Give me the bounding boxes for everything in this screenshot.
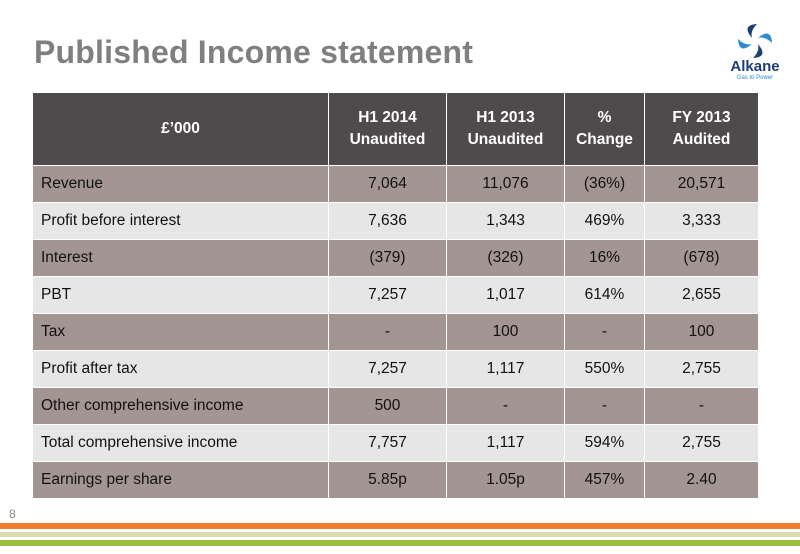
cell-fy-2013: 3,333 (645, 203, 759, 240)
cell-fy-2013: 20,571 (645, 166, 759, 203)
cell-h1-2014: - (329, 314, 447, 351)
cell-fy-2013: - (645, 388, 759, 425)
cell-h1-2013: 11,076 (447, 166, 565, 203)
alkane-logo (722, 22, 788, 84)
cell-h1-2013: 1,017 (447, 277, 565, 314)
row-label: Revenue (33, 166, 329, 203)
table-row (33, 388, 759, 425)
cell-change: 550% (565, 351, 645, 388)
footer-stripe-orange (0, 523, 800, 529)
logo-swirl-icon (722, 22, 788, 60)
cell-change: 469% (565, 203, 645, 240)
cell-h1-2013: 1,117 (447, 351, 565, 388)
cell-h1-2013: 1.05p (447, 462, 565, 499)
cell-h1-2013: 1,117 (447, 425, 565, 462)
cell-fy-2013: 2,755 (645, 425, 759, 462)
cell-h1-2014: 7,064 (329, 166, 447, 203)
cell-change: (36%) (565, 166, 645, 203)
cell-h1-2014: 7,636 (329, 203, 447, 240)
cell-change: 457% (565, 462, 645, 499)
cell-fy-2013: (678) (645, 240, 759, 277)
table-row (33, 351, 759, 388)
header-units: £’000 (33, 93, 329, 166)
footer-stripe-light (0, 532, 800, 537)
table-header-row (33, 93, 759, 166)
cell-change: 614% (565, 277, 645, 314)
cell-fy-2013: 2,755 (645, 351, 759, 388)
cell-h1-2014: 7,257 (329, 277, 447, 314)
cell-fy-2013: 100 (645, 314, 759, 351)
cell-h1-2013: 1,343 (447, 203, 565, 240)
table-row (33, 240, 759, 277)
row-label: Tax (33, 314, 329, 351)
logo-tagline: Gas to Power (736, 75, 774, 81)
header-h1-2013: H1 2013 Unaudited (447, 93, 565, 166)
cell-fy-2013: 2.40 (645, 462, 759, 499)
cell-change: - (565, 388, 645, 425)
table-row (33, 462, 759, 499)
cell-h1-2013: (326) (447, 240, 565, 277)
header-h1-2014: H1 2014 Unaudited (329, 93, 447, 166)
cell-h1-2014: 7,257 (329, 351, 447, 388)
page-number: 8 (9, 507, 16, 521)
cell-h1-2014: 7,757 (329, 425, 447, 462)
income-statement-table (32, 92, 759, 499)
header-fy-2013: FY 2013 Audited (645, 93, 759, 166)
row-label: Interest (33, 240, 329, 277)
table-row (33, 425, 759, 462)
cell-fy-2013: 2,655 (645, 277, 759, 314)
page-title: Published Income statement (34, 34, 474, 70)
cell-h1-2013: 100 (447, 314, 565, 351)
table-row (33, 166, 759, 203)
table-row (33, 203, 759, 240)
table-row (33, 314, 759, 351)
footer-stripe-green (0, 540, 800, 546)
cell-change: 594% (565, 425, 645, 462)
row-label: Profit before interest (33, 203, 329, 240)
cell-h1-2013: - (447, 388, 565, 425)
cell-change: - (565, 314, 645, 351)
cell-h1-2014: 5.85p (329, 462, 447, 499)
logo-name: Alkane (730, 58, 780, 75)
table-row (33, 277, 759, 314)
cell-change: 16% (565, 240, 645, 277)
row-label: Total comprehensive income (33, 425, 329, 462)
cell-h1-2014: 500 (329, 388, 447, 425)
row-label: Other comprehensive income (33, 388, 329, 425)
row-label: Profit after tax (33, 351, 329, 388)
row-label: PBT (33, 277, 329, 314)
cell-h1-2014: (379) (329, 240, 447, 277)
header-percent-change: % Change (565, 93, 645, 166)
row-label: Earnings per share (33, 462, 329, 499)
